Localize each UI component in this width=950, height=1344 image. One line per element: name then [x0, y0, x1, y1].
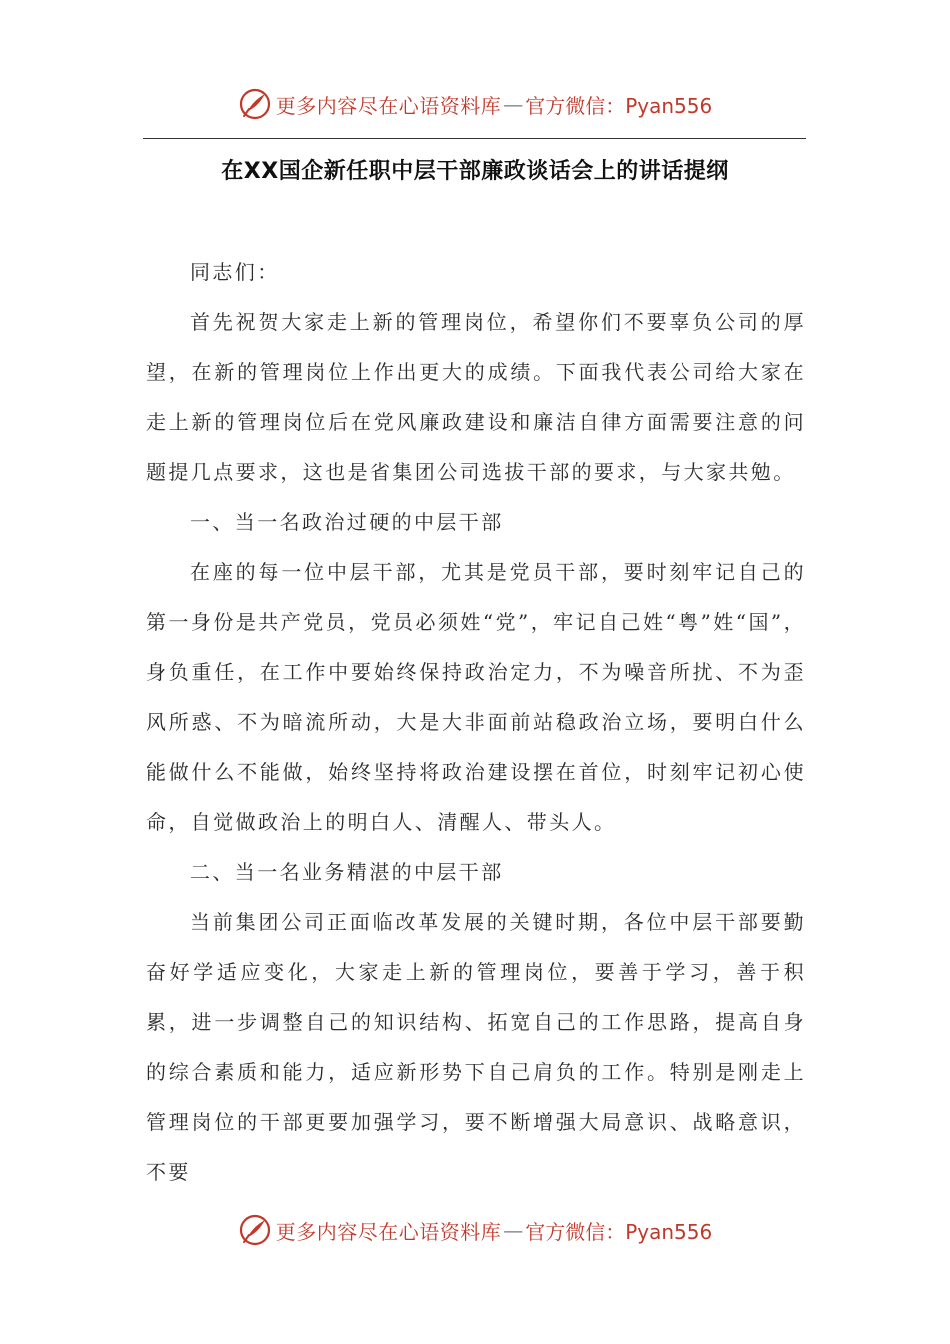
header-account-text: 官方微信：Pyan556 [525, 93, 713, 118]
paragraph: 首先祝贺大家走上新的管理岗位，希望你们不要辜负公司的厚望，在新的管理岗位上作出更大的成绩。下面我代表公司给大家在走上新的管理岗位后在党风廉政建设和廉洁自律方面需要注意的问题提几点要求，这也是省集团公司选拔干部的要求，与大家共勉。 [146, 310, 806, 484]
footer-separator: — [503, 1218, 524, 1242]
footer-watermark [0, 1210, 950, 1250]
header-separator: — [503, 92, 524, 116]
header-watermark [0, 84, 950, 124]
paragraph: 当前集团公司正面临改革发展的关键时期，各位中层干部要勤奋好学适应变化，大家走上新的管理岗位，要善于学习，善于积累，进一步调整自己的知识结构、拓宽自己的工作思路，提高自身的综合素质和能力，适应新形势下自己肩负的工作。特别是刚走上管理岗位的干部更要加强学习，要不断增强大局意识、战略意识，不要 [146, 910, 806, 1184]
header-brand-text: 更多内容尽在心语资料库 [275, 93, 502, 118]
header-rule [143, 138, 806, 139]
footer-brand-text: 更多内容尽在心语资料库 [275, 1219, 502, 1244]
document-title: 在XX国企新任职中层干部廉政谈话会上的讲话提纲 [221, 159, 729, 184]
quill-logo-icon [238, 1213, 272, 1247]
document-body [146, 247, 806, 1197]
paragraph-salutation: 同志们： [190, 260, 280, 284]
quill-logo-icon [238, 87, 272, 121]
section-heading: 一、当一名政治过硬的中层干部 [190, 510, 504, 534]
footer-account-text: 官方微信：Pyan556 [525, 1219, 713, 1244]
section-heading: 二、当一名业务精湛的中层干部 [190, 860, 504, 884]
paragraph: 在座的每一位中层干部，尤其是党员干部，要时刻牢记自己的第一身份是共产党员，党员必须姓“党”，牢记自己姓“粤”姓“国”，身负重任，在工作中要始终保持政治定力，不为噪音所扰、不为歪风所惑、不为暗流所动，大是大非面前站稳政治立场，要明白什么能做什么不能做，始终坚持将政治建设摆在首位，时刻牢记初心使命，自觉做政治上的明白人、清醒人、带头人。 [146, 560, 806, 834]
